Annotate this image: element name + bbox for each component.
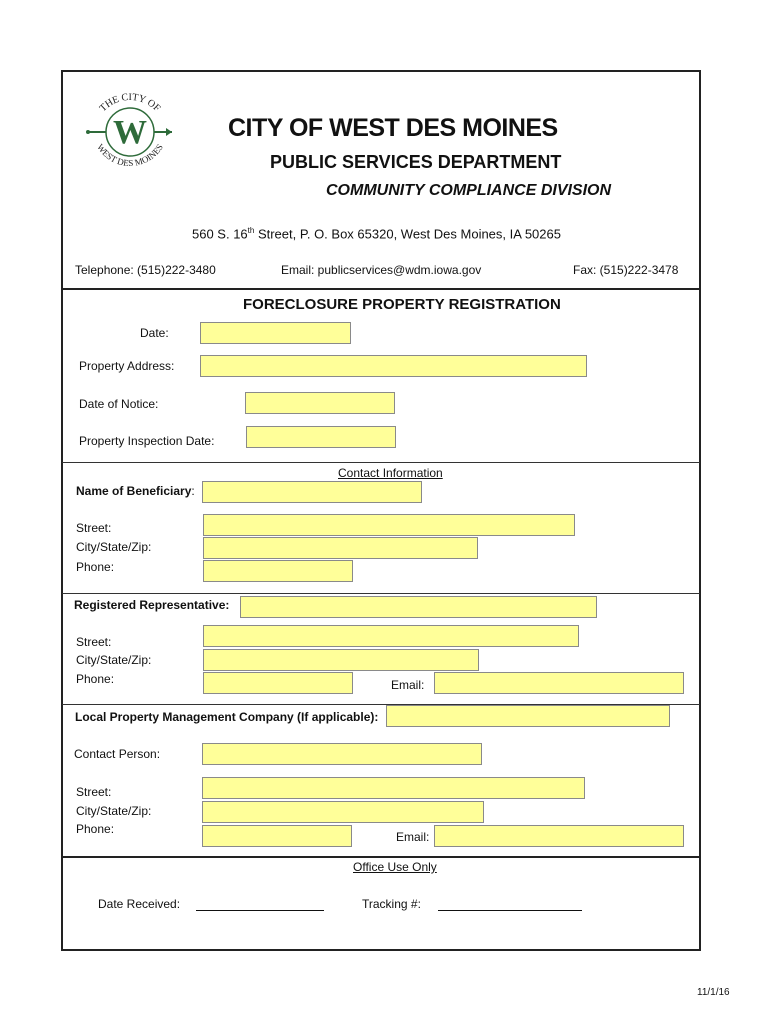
header-divider [61, 288, 701, 290]
beneficiary-phone-label: Phone: [76, 560, 115, 574]
representative-field[interactable] [240, 596, 597, 618]
representative-street-label: Street: [76, 635, 112, 649]
representative-email-label: Email: [391, 678, 425, 692]
management-field[interactable] [386, 705, 670, 727]
form-title: FORECLOSURE PROPERTY REGISTRATION [243, 296, 561, 313]
management-email-field[interactable] [434, 825, 684, 847]
city-title: CITY OF WEST DES MOINES [228, 114, 558, 142]
management-phone-label: Phone: [76, 822, 115, 836]
department-title: PUBLIC SERVICES DEPARTMENT [270, 152, 562, 172]
property-address-field[interactable] [200, 355, 587, 377]
logo-text-bottom: WEST DES MOINES [95, 142, 165, 169]
department-address: 560 S. 16th Street, P. O. Box 65320, West Des Moines, IA 50265 [192, 226, 561, 242]
section-divider [62, 593, 700, 594]
property-address-label: Property Address: [79, 359, 175, 373]
beneficiary-field[interactable] [202, 481, 422, 503]
representative-label: Registered Representative: [74, 598, 230, 612]
beneficiary-label: Name of Beneficiary: [76, 484, 195, 498]
management-street-field[interactable] [202, 777, 585, 799]
representative-city-field[interactable] [203, 649, 479, 671]
tracking-line[interactable] [438, 910, 582, 911]
revision-date: 11/1/16 [697, 987, 730, 998]
telephone-text: Telephone: (515)222-3480 [75, 263, 216, 277]
representative-street-field[interactable] [203, 625, 579, 647]
management-email-label: Email: [396, 830, 430, 844]
tracking-label: Tracking #: [362, 897, 421, 911]
date-of-notice-field[interactable] [245, 392, 395, 414]
section-divider [62, 462, 700, 463]
management-phone-field[interactable] [202, 825, 352, 847]
representative-phone-label: Phone: [76, 672, 115, 686]
office-heading: Office Use Only [353, 860, 437, 874]
logo-letter: W [113, 114, 147, 151]
date-field[interactable] [200, 322, 351, 344]
management-street-label: Street: [76, 785, 112, 799]
management-city-label: City/State/Zip: [76, 804, 152, 818]
email-text: Email: publicservices@wdm.iowa.gov [281, 263, 482, 277]
beneficiary-city-label: City/State/Zip: [76, 540, 152, 554]
representative-phone-field[interactable] [203, 672, 353, 694]
fax-text: Fax: (515)222-3478 [573, 263, 679, 277]
date-of-notice-label: Date of Notice: [79, 397, 159, 411]
representative-city-label: City/State/Zip: [76, 653, 152, 667]
office-divider [61, 856, 701, 858]
date-received-label: Date Received: [98, 897, 181, 911]
beneficiary-street-field[interactable] [203, 514, 575, 536]
city-logo [82, 88, 178, 178]
inspection-date-field[interactable] [246, 426, 396, 448]
management-label: Local Property Management Company (If applicable): [75, 710, 379, 724]
management-city-field[interactable] [202, 801, 484, 823]
representative-email-field[interactable] [434, 672, 684, 694]
division-title: COMMUNITY COMPLIANCE DIVISION [326, 182, 612, 199]
logo-text-top: THE CITY OF [97, 91, 163, 115]
date-received-line[interactable] [196, 910, 324, 911]
beneficiary-city-field[interactable] [203, 537, 478, 559]
date-label: Date: [140, 326, 169, 340]
inspection-date-label: Property Inspection Date: [79, 434, 215, 448]
management-contact-field[interactable] [202, 743, 482, 765]
management-contact-label: Contact Person: [74, 747, 161, 761]
beneficiary-phone-field[interactable] [203, 560, 353, 582]
beneficiary-street-label: Street: [76, 521, 112, 535]
contact-heading: Contact Information [338, 466, 443, 480]
